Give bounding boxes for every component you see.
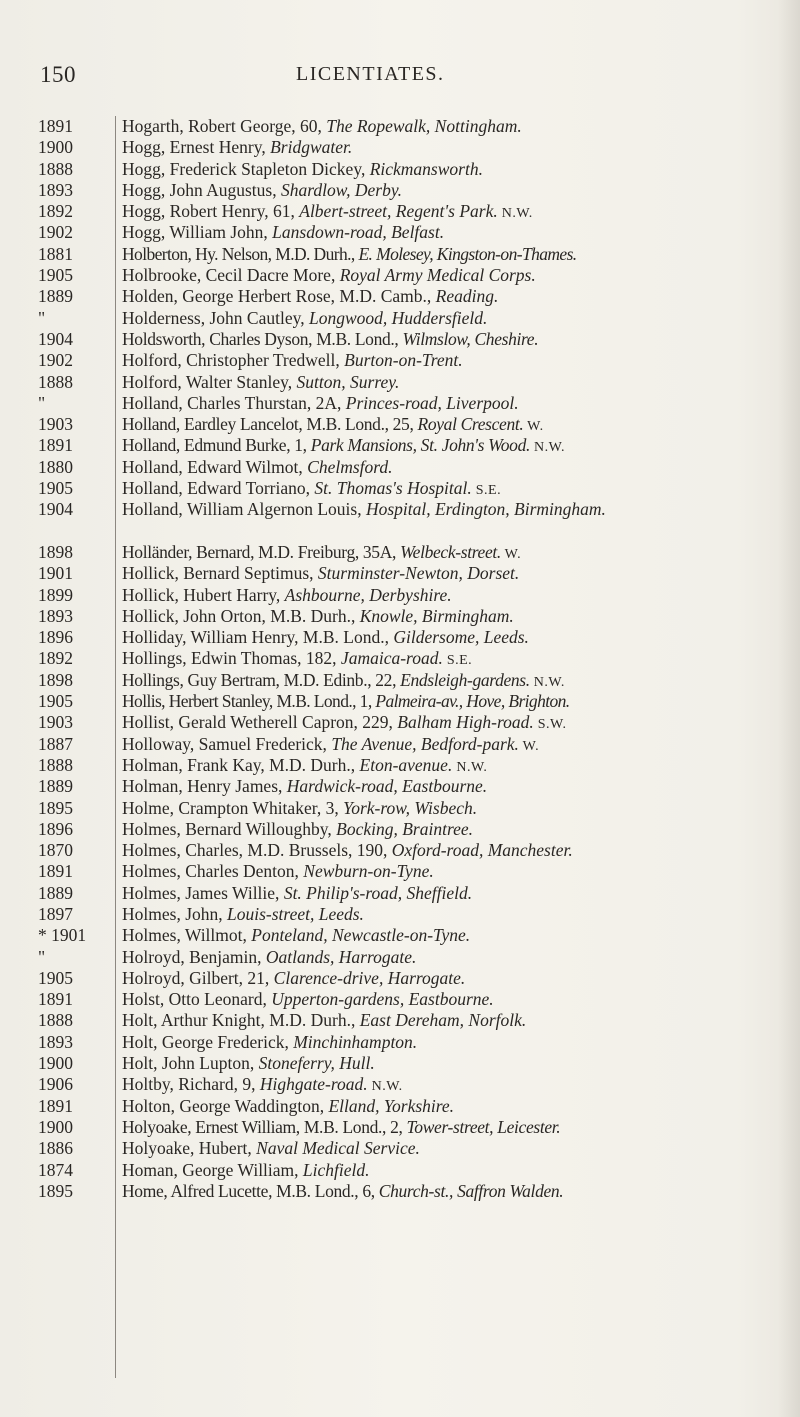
entry-year: 1888	[38, 158, 73, 179]
entry-name: Holtby, Richard, 9,	[122, 1074, 260, 1095]
entry-name: Holmes, Charles Denton,	[122, 861, 304, 882]
entry-name: Holman, Henry James,	[122, 776, 287, 797]
entry-address: Hardwick-road, Eastbourne.	[286, 776, 488, 797]
entry-district: N.W.	[367, 1079, 403, 1095]
entry-address: Albert-street, Regent's Park.	[299, 201, 498, 222]
entry-year: 1874	[38, 1159, 73, 1180]
entry-year: 1892	[38, 648, 73, 669]
entry-text	[122, 286, 790, 307]
entry-address: The Ropewalk, Nottingham.	[326, 116, 522, 136]
entry-name: Holland, Edward Torriano,	[122, 478, 315, 499]
entry-name: Holmes, Bernard Willoughby,	[122, 818, 337, 839]
entry-text	[122, 925, 790, 946]
list-item	[0, 350, 800, 371]
entry-address: Stoneferry, Hull.	[258, 1053, 375, 1074]
list-item	[0, 798, 800, 819]
list-item	[0, 159, 800, 180]
list-item	[0, 734, 800, 755]
entry-year: 1881	[38, 243, 73, 264]
entry-name: Holt, Arthur Knight, M.D. Durh.,	[122, 1010, 360, 1031]
entry-text	[122, 414, 790, 437]
entry-year: 1880	[38, 456, 73, 477]
entry-text	[122, 116, 790, 137]
entry-text	[122, 1096, 790, 1117]
entry-district: N.W.	[497, 206, 533, 222]
entry-name: Holloway, Samuel Frederick,	[122, 733, 332, 754]
entry-text	[122, 1010, 790, 1031]
entry-text	[122, 435, 790, 458]
entry-year: 1895	[38, 797, 73, 818]
list-item	[0, 712, 800, 733]
entry-name: Holford, Walter Stanley,	[122, 371, 297, 392]
entry-text	[122, 393, 790, 414]
entry-year: 1891	[38, 116, 73, 136]
entry-name: Holmes, Charles, M.D. Brussels, 190,	[122, 840, 392, 861]
entry-text	[122, 1181, 790, 1202]
entry-address: Princes-road, Liverpool.	[345, 392, 519, 413]
entry-year: 1900	[38, 137, 73, 158]
entry-text	[122, 1053, 790, 1074]
entry-district: N.W.	[452, 759, 488, 775]
entry-year: 1906	[38, 1074, 73, 1095]
entry-name: Holst, Otto Leonard,	[122, 989, 272, 1010]
entry-address: York-row, Wisbech.	[343, 797, 478, 818]
entry-district: S.W.	[533, 717, 567, 733]
entry-address: Balham High-road.	[397, 712, 534, 733]
licentiates-list	[0, 116, 800, 1202]
entry-address: Church-st., Saffron Walden.	[378, 1180, 564, 1201]
list-item	[0, 1053, 800, 1074]
list-item	[0, 116, 800, 137]
entry-address: Gildersome, Leeds.	[393, 627, 529, 648]
entry-address: Lansdown-road, Belfast.	[272, 222, 445, 243]
entry-text	[122, 137, 790, 158]
entry-year: 1887	[38, 733, 73, 754]
entry-year: 1891	[38, 989, 73, 1010]
entry-name: Holyoake, Hubert,	[122, 1138, 257, 1159]
list-item	[0, 691, 800, 712]
entry-year: 1899	[38, 584, 73, 605]
list-item	[0, 1117, 800, 1138]
list-item	[0, 1181, 800, 1202]
entry-name: Holford, Christopher Tredwell,	[122, 350, 345, 371]
entry-year: "	[38, 946, 46, 967]
entry-text	[122, 457, 790, 478]
entry-year: 1870	[38, 840, 73, 861]
list-item	[0, 1032, 800, 1053]
entry-text	[122, 606, 790, 627]
entry-name: Holman, Frank Kay, M.D. Durh.,	[122, 754, 360, 775]
entry-address: Hospital, Erdington, Birmingham.	[365, 499, 606, 520]
entry-text	[122, 670, 790, 693]
entry-name: Holland, Edmund Burke, 1,	[122, 435, 311, 456]
entry-address: Burton-on-Trent.	[344, 350, 463, 371]
entry-district: N.W.	[529, 674, 565, 690]
entry-address: Bocking, Braintree.	[336, 818, 474, 839]
entry-year: 1904	[38, 328, 73, 349]
list-item	[0, 670, 800, 691]
entry-address: Minchinhampton.	[293, 1031, 418, 1052]
entry-text	[122, 201, 790, 224]
entry-name: Hollings, Edwin Thomas, 182,	[122, 648, 341, 669]
entry-address: Bridgwater.	[270, 137, 353, 158]
entry-name: Holland, Eardley Lancelot, M.B. Lond., 25,	[122, 414, 418, 435]
entry-address: Chelmsford.	[307, 456, 393, 477]
entry-address: Rickmansworth.	[369, 158, 483, 179]
entry-name: Holmes, James Willie,	[122, 882, 284, 903]
entry-year: 1898	[38, 669, 73, 690]
entry-address: Lichfield.	[302, 1159, 370, 1180]
entry-year: 1891	[38, 435, 73, 456]
list-item	[0, 989, 800, 1010]
entry-address: Park Mansions, St. John's Wood.	[310, 435, 530, 456]
entry-year: 1888	[38, 754, 73, 775]
entry-year: 1898	[38, 541, 73, 562]
entry-address: Sutton, Surrey.	[296, 371, 400, 392]
entry-name: Hollick, John Orton, M.B. Durh.,	[122, 605, 360, 626]
list-item	[0, 1010, 800, 1031]
entry-address: Knowle, Birmingham.	[359, 605, 514, 626]
entry-text	[122, 542, 790, 565]
list-item	[0, 585, 800, 606]
entry-district: W.	[500, 546, 522, 562]
entry-text	[122, 883, 790, 904]
entry-district: N.W.	[530, 440, 566, 456]
entry-text	[122, 350, 790, 371]
entry-name: Holme, Crampton Whitaker, 3,	[122, 797, 344, 818]
list-item	[0, 499, 800, 542]
list-item	[0, 925, 800, 946]
entry-address: Tower-street, Leicester.	[406, 1116, 561, 1137]
entry-name: Hogarth, Robert George, 60,	[122, 116, 327, 136]
entry-text	[122, 1117, 790, 1138]
list-item	[0, 180, 800, 201]
entry-address: Naval Medical Service.	[256, 1138, 420, 1159]
entry-text	[122, 265, 790, 286]
entry-text	[122, 989, 790, 1010]
entry-district: W.	[518, 738, 540, 754]
list-item	[0, 457, 800, 478]
entry-text	[122, 1032, 790, 1053]
entry-address: Oxford-road, Manchester.	[391, 840, 573, 861]
list-item	[0, 563, 800, 584]
entry-name: Hollis, Herbert Stanley, M.B. Lond., 1,	[122, 691, 376, 712]
list-item	[0, 904, 800, 925]
entry-year: 1892	[38, 201, 73, 222]
entry-text	[122, 1160, 790, 1181]
entry-address: Reading.	[435, 286, 499, 307]
entry-address: E. Molesey, Kingston-on-Thames.	[358, 243, 577, 264]
entry-text	[122, 499, 790, 520]
entry-text	[122, 776, 790, 797]
list-item	[0, 776, 800, 797]
entry-name: Holberton, Hy. Nelson, M.D. Durh.,	[122, 243, 359, 264]
list-item	[0, 286, 800, 307]
entry-name: Holroyd, Benjamin,	[122, 946, 266, 967]
list-item	[0, 627, 800, 648]
list-item	[0, 393, 800, 414]
entry-address: Louis-street, Leeds.	[227, 903, 364, 924]
entry-name: Hollick, Hubert Harry,	[122, 584, 285, 605]
entry-year: 1896	[38, 627, 73, 648]
list-item	[0, 1160, 800, 1181]
list-item	[0, 478, 800, 499]
entry-year: 1891	[38, 861, 73, 882]
entry-name: Holderness, John Cautley,	[122, 307, 309, 328]
entry-name: Holroyd, Gilbert, 21,	[122, 967, 274, 988]
list-item	[0, 883, 800, 904]
entry-address: Shardlow, Derby.	[280, 179, 403, 200]
entry-address: St. Philip's-road, Sheffield.	[283, 882, 473, 903]
entry-address: Highgate-road.	[259, 1074, 368, 1095]
entry-address: Clarence-drive, Harrogate.	[273, 967, 466, 988]
entry-text	[122, 968, 790, 989]
entry-name: Holland, Edward Wilmot,	[122, 456, 308, 477]
entry-name: Hollist, Gerald Wetherell Capron, 229,	[122, 712, 398, 733]
entry-address: St. Thomas's Hospital.	[314, 478, 472, 499]
entry-address: Endsleigh-gardens.	[400, 669, 530, 690]
entry-address: Oatlands, Harrogate.	[265, 946, 417, 967]
entry-district: W.	[523, 419, 544, 435]
entry-address: Upperton-gardens, Eastbourne.	[271, 989, 494, 1010]
entry-name: Hogg, Robert Henry, 61,	[122, 201, 300, 222]
entry-text	[122, 819, 790, 840]
entry-year: 1905	[38, 478, 73, 499]
entry-name: Hogg, Frederick Stapleton Dickey,	[122, 158, 370, 179]
running-head: LICENTIATES.	[296, 63, 445, 85]
entry-text	[122, 308, 790, 329]
list-item	[0, 1096, 800, 1117]
entry-text	[122, 840, 790, 861]
entry-name: Holdsworth, Charles Dyson, M.B. Lond.,	[122, 328, 403, 349]
entry-text	[122, 372, 790, 393]
entry-address: Sturminster-Newton, Dorset.	[317, 563, 520, 584]
list-item	[0, 542, 800, 563]
entry-district: S.E.	[471, 483, 502, 499]
entry-year: * 1901	[38, 925, 87, 946]
entry-name: Hogg, William John,	[122, 222, 273, 243]
entry-year: 1901	[38, 563, 73, 584]
entry-year: 1902	[38, 350, 73, 371]
entry-year: 1889	[38, 286, 73, 307]
list-item	[0, 819, 800, 840]
entry-year: 1900	[38, 1053, 73, 1074]
entry-year: 1888	[38, 371, 73, 392]
entry-name: Hollick, Bernard Septimus,	[122, 563, 318, 584]
list-item	[0, 435, 800, 456]
entry-name: Holt, John Lupton,	[122, 1053, 259, 1074]
entry-name: Holton, George Waddington,	[122, 1095, 329, 1116]
list-item	[0, 414, 800, 435]
entry-address: Longwood, Huddersfield.	[308, 307, 488, 328]
entry-year: 1893	[38, 605, 73, 626]
entry-text	[122, 180, 790, 201]
list-item	[0, 244, 800, 265]
entry-year: "	[38, 307, 46, 328]
entry-name: Hogg, Ernest Henry,	[122, 137, 271, 158]
entry-year: 1889	[38, 776, 73, 797]
list-item	[0, 201, 800, 222]
entry-name: Holt, George Frederick,	[122, 1031, 294, 1052]
list-item	[0, 968, 800, 989]
entry-text	[122, 585, 790, 606]
entry-text	[122, 159, 790, 180]
entry-address: Palmeira-av., Hove, Brighton.	[375, 691, 570, 712]
entry-address: Welbeck-street.	[400, 541, 501, 562]
entry-text	[122, 861, 790, 882]
entry-year: 1905	[38, 967, 73, 988]
entry-address: Newburn-on-Tyne.	[303, 861, 434, 882]
page-number: 150	[40, 62, 76, 87]
entry-year: 1895	[38, 1180, 73, 1201]
entry-year: 1893	[38, 179, 73, 200]
entry-text	[122, 691, 790, 712]
entry-address: Royal Crescent.	[417, 414, 524, 435]
entry-name: Holmes, John,	[122, 903, 227, 924]
entry-year: 1891	[38, 1095, 73, 1116]
list-item	[0, 222, 800, 243]
entry-year: 1905	[38, 265, 73, 286]
list-item	[0, 840, 800, 861]
list-item	[0, 861, 800, 882]
entry-year: 1902	[38, 222, 73, 243]
entry-year: 1897	[38, 903, 73, 924]
entry-year: 1893	[38, 1031, 73, 1052]
entry-text	[122, 947, 790, 968]
list-item	[0, 308, 800, 329]
list-item	[0, 648, 800, 669]
entry-name: Home, Alfred Lucette, M.B. Lond., 6,	[122, 1180, 379, 1201]
entry-text	[122, 755, 790, 778]
list-item	[0, 947, 800, 968]
entry-district: S.E.	[442, 653, 473, 669]
list-item	[0, 755, 800, 776]
entry-text	[122, 1138, 790, 1159]
page-header	[40, 62, 780, 92]
entry-name: Holden, George Herbert Rose, M.D. Camb.,	[122, 286, 436, 307]
entry-text	[122, 712, 790, 735]
entry-name: Holländer, Bernard, M.D. Freiburg, 35A,	[122, 541, 401, 562]
entry-text	[122, 734, 790, 757]
entry-year: "	[38, 392, 46, 413]
entry-text	[122, 563, 790, 584]
list-item	[0, 265, 800, 286]
entry-name: Homan, George William,	[122, 1159, 303, 1180]
entry-year: 1905	[38, 691, 73, 712]
list-item	[0, 372, 800, 393]
list-item	[0, 329, 800, 350]
entry-text	[122, 627, 790, 648]
entry-address: Royal Army Medical Corps.	[339, 265, 536, 286]
entry-address: Ponteland, Newcastle-on-Tyne.	[251, 925, 471, 946]
entry-year: 1886	[38, 1138, 73, 1159]
entry-year: 1903	[38, 414, 73, 435]
list-item	[0, 606, 800, 627]
entry-text	[122, 329, 790, 350]
entry-year: 1903	[38, 712, 73, 733]
entry-year: 1900	[38, 1116, 73, 1137]
entry-address: East Dereham, Norfolk.	[359, 1010, 527, 1031]
entry-text	[122, 222, 790, 243]
entry-address: The Avenue, Bedford-park.	[331, 733, 519, 754]
entry-name: Hogg, John Augustus,	[122, 179, 281, 200]
entry-text	[122, 798, 790, 819]
entry-name: Holmes, Willmot,	[122, 925, 252, 946]
entry-year: 1896	[38, 818, 73, 839]
entry-name: Hollings, Guy Bertram, M.D. Edinb., 22,	[122, 669, 401, 690]
entry-address: Jamaica-road.	[340, 648, 443, 669]
list-item	[0, 1138, 800, 1159]
entry-year: 1889	[38, 882, 73, 903]
entry-address: Eton-avenue.	[359, 754, 453, 775]
entry-name: Holyoake, Ernest William, M.B. Lond., 2,	[122, 1116, 407, 1137]
entry-name: Holbrooke, Cecil Dacre More,	[122, 265, 340, 286]
entry-text	[122, 904, 790, 925]
entry-address: Ashbourne, Derbyshire.	[284, 584, 452, 605]
entry-text	[122, 648, 790, 671]
entry-address: Elland, Yorkshire.	[328, 1095, 455, 1116]
entry-name: Holland, William Algernon Louis,	[122, 499, 366, 520]
entry-year: 1888	[38, 1010, 73, 1031]
list-item	[0, 137, 800, 158]
list-item	[0, 1074, 800, 1095]
entry-text	[122, 1074, 790, 1097]
entry-name: Holliday, William Henry, M.B. Lond.,	[122, 627, 394, 648]
entry-name: Holland, Charles Thurstan, 2A,	[122, 392, 346, 413]
entry-year: 1904	[38, 499, 73, 520]
entry-address: Wilmslow, Cheshire.	[402, 328, 539, 349]
entry-text	[122, 478, 790, 501]
entry-text	[122, 244, 790, 265]
